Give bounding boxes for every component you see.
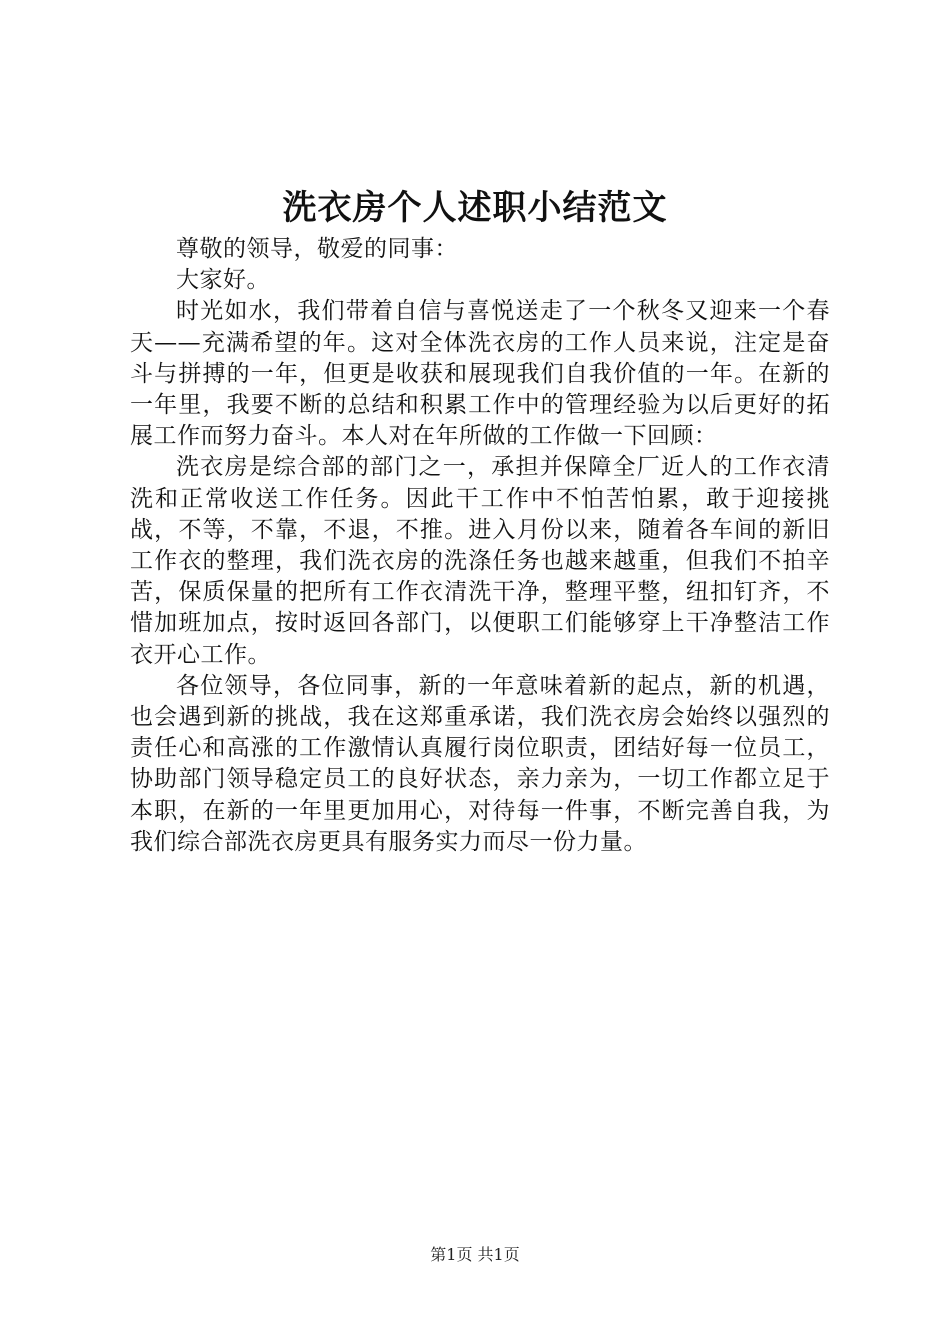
body-paragraph-2: 洗衣房是综合部的部门之一，承担并保障全厂近人的工作衣清洗和正常收送工作任务。因此干工作中不怕苦怕累，敢于迎接挑战，不等，不靠，不退，不推。进入月份以来，随着各车间的新旧工作衣的整理，我们洗衣房的洗涤任务也越来越重，但我们不拍辛苦，保质保量的把所有工作衣清洗干净，整理平整，纽扣钉齐，不惜加班加点，按时返回各部门，以便职工们能够穿上干净整洁工作衣开心工作。 (130, 454, 830, 668)
page-number-footer: 第1页 共1页 (430, 1245, 520, 1264)
document-title: 洗衣房个人述职小结范文 (282, 188, 668, 228)
body-paragraph-3: 各位领导，各位同事，新的一年意味着新的起点，新的机遇，也会遇到新的挑战，我在这郑重承诺，我们洗衣房会始终以强烈的责任心和高涨的工作激情认真履行岗位职责，团结好每一位员工，协助部门领导稳定员工的良好状态，亲力亲为，一切工作都立足于本职，在新的一年里更加用心，对待每一件事，不断完善自我，为我们综合部洗衣房更具有服务实力而尽一份力量。 (130, 672, 830, 855)
document-body (130, 234, 830, 858)
salutation-paragraph: 尊敬的领导，敬爱的同事： (176, 236, 458, 262)
body-paragraph-1: 时光如水，我们带着自信与喜悦送走了一个秋冬又迎来一个春天——充满希望的年。这对全体洗衣房的工作人员来说，注定是奋斗与拼搏的一年，但更是收获和展现我们自我价值的一年。在新的一年里，我要不断的总结和积累工作中的管理经验为以后更好的拓展工作而努力奋斗。本人对在年所做的工作做一下回顾： (130, 298, 830, 450)
greeting-paragraph: 大家好。 (176, 267, 270, 294)
